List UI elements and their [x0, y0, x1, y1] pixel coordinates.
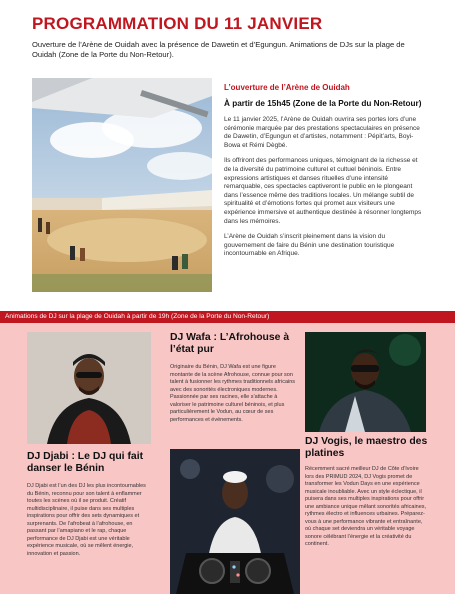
dj-wafa-bio: Originaire du Bénin, DJ Wafa est une figure montante de la scène Afrohouse, connue pour son talent à fusionner les rythmes traditionnels africains avec des sonorités électroniques modernes. Passionnée par ses racines, elle s’attache à valoriser le patrimoine culturel béninois, et plus particulièrement le Vodun, au cœur de ses performances et événements. [170, 364, 296, 423]
article-heading: À partir de 15h45 (Zone de la Porte du Non-Retour) [224, 99, 422, 108]
dj-djabi-name: DJ Djabi : Le DJ qui fait danser le Bénin [27, 451, 144, 474]
dj-vogis-bio: Récemment sacré meilleur DJ de Côte d’Ivoire lors des PRIMUD 2024, DJ Vogis promet de transformer les Vodun Days en une expérience musicale inoubliable. Avec un style éclectique, il puisera dans ses multiples inspirations pour offrir une ambiance unique mêlant sonorités africaines, rythmes électro et influences urbaines. Préparez-vous à une performance vibrante et entraînante, où chaque set deviendra un véritable voyage sonore célébrant l’énergie et la créativité du continent. [305, 466, 427, 547]
dj-vogis-name: DJ Vogis, le maestro des platines [305, 436, 428, 459]
dj-section-banner: Animations de DJ sur la plage de Ouidah à partir de 19h (Zone de la Porte du Non-Retour) [0, 311, 455, 323]
article-paragraph: L’Arène de Ouidah s’inscrit pleinement dans la vision du gouvernement de faire du Bénin une destination touristique incontournable en Afrique. [224, 233, 395, 258]
opening-section [32, 78, 432, 294]
dj-djabi-photo [27, 332, 151, 444]
article-paragraph: Le 11 janvier 2025, l’Arène de Ouidah ouvrira ses portes lors d’une cérémonie marquée par des prestations spectaculaires en présence de Dawetin, d’Egungun et d’artistes, notamment : Pépit’arts, Boyi-Bowa et Rémi Dègbé. [224, 116, 420, 149]
page-title: PROGRAMMATION DU 11 JANVIER [32, 14, 323, 33]
arena-illustration [32, 78, 212, 292]
intro-text: Ouverture de l’Arène de Ouidah avec la présence de Dawetin et d’Egungun. Animations de DJs sur la plage de Ouidah (Zone de la Porte du Non-Retour). [32, 40, 405, 59]
dj-wafa-name: DJ Wafa : L’Afrohouse à l’état pur [170, 332, 290, 355]
article-paragraph: Ils offriront des performances uniques, témoignant de la richesse et de la diversité du patrimoine culturel et cultuel béninois. Entre expressions artistiques et danses rituelles d’une intensité remarquable, ces spectacles captiveront le public en le plongeant dans l’essence même des traditions locales. Un mélange subtil de spiritualité et d’émotions fortes qui promet aux visiteurs une expérience immersive et authentique destinée à résonner longtemps dans les mémoires. [224, 157, 422, 225]
opening-article [224, 83, 424, 259]
arena-photo [32, 78, 212, 292]
dj-section [0, 323, 455, 594]
dj-wafa-photo [170, 449, 300, 594]
article-kicker: L’ouverture de l’Arène de Ouidah [224, 83, 350, 92]
dj-djabi-bio: DJ Djabi est l’un des DJ les plus incontournables du Bénin, reconnu pour son talent à enflammer toutes les scènes où il se produit. Créatif multidisciplinaire, il puise dans ses multiples inspirations pour offrir des sets dynamiques et surprenants. De l’afrobeat à l’afrohouse, en passant par l’amapiano et le rap, chaque performance de DJ Djabi est une véritable expérience musicale, où se mêlent énergie, innovation et passion. [27, 483, 146, 557]
article-body [224, 116, 424, 259]
dj-vogis-photo [305, 332, 426, 432]
